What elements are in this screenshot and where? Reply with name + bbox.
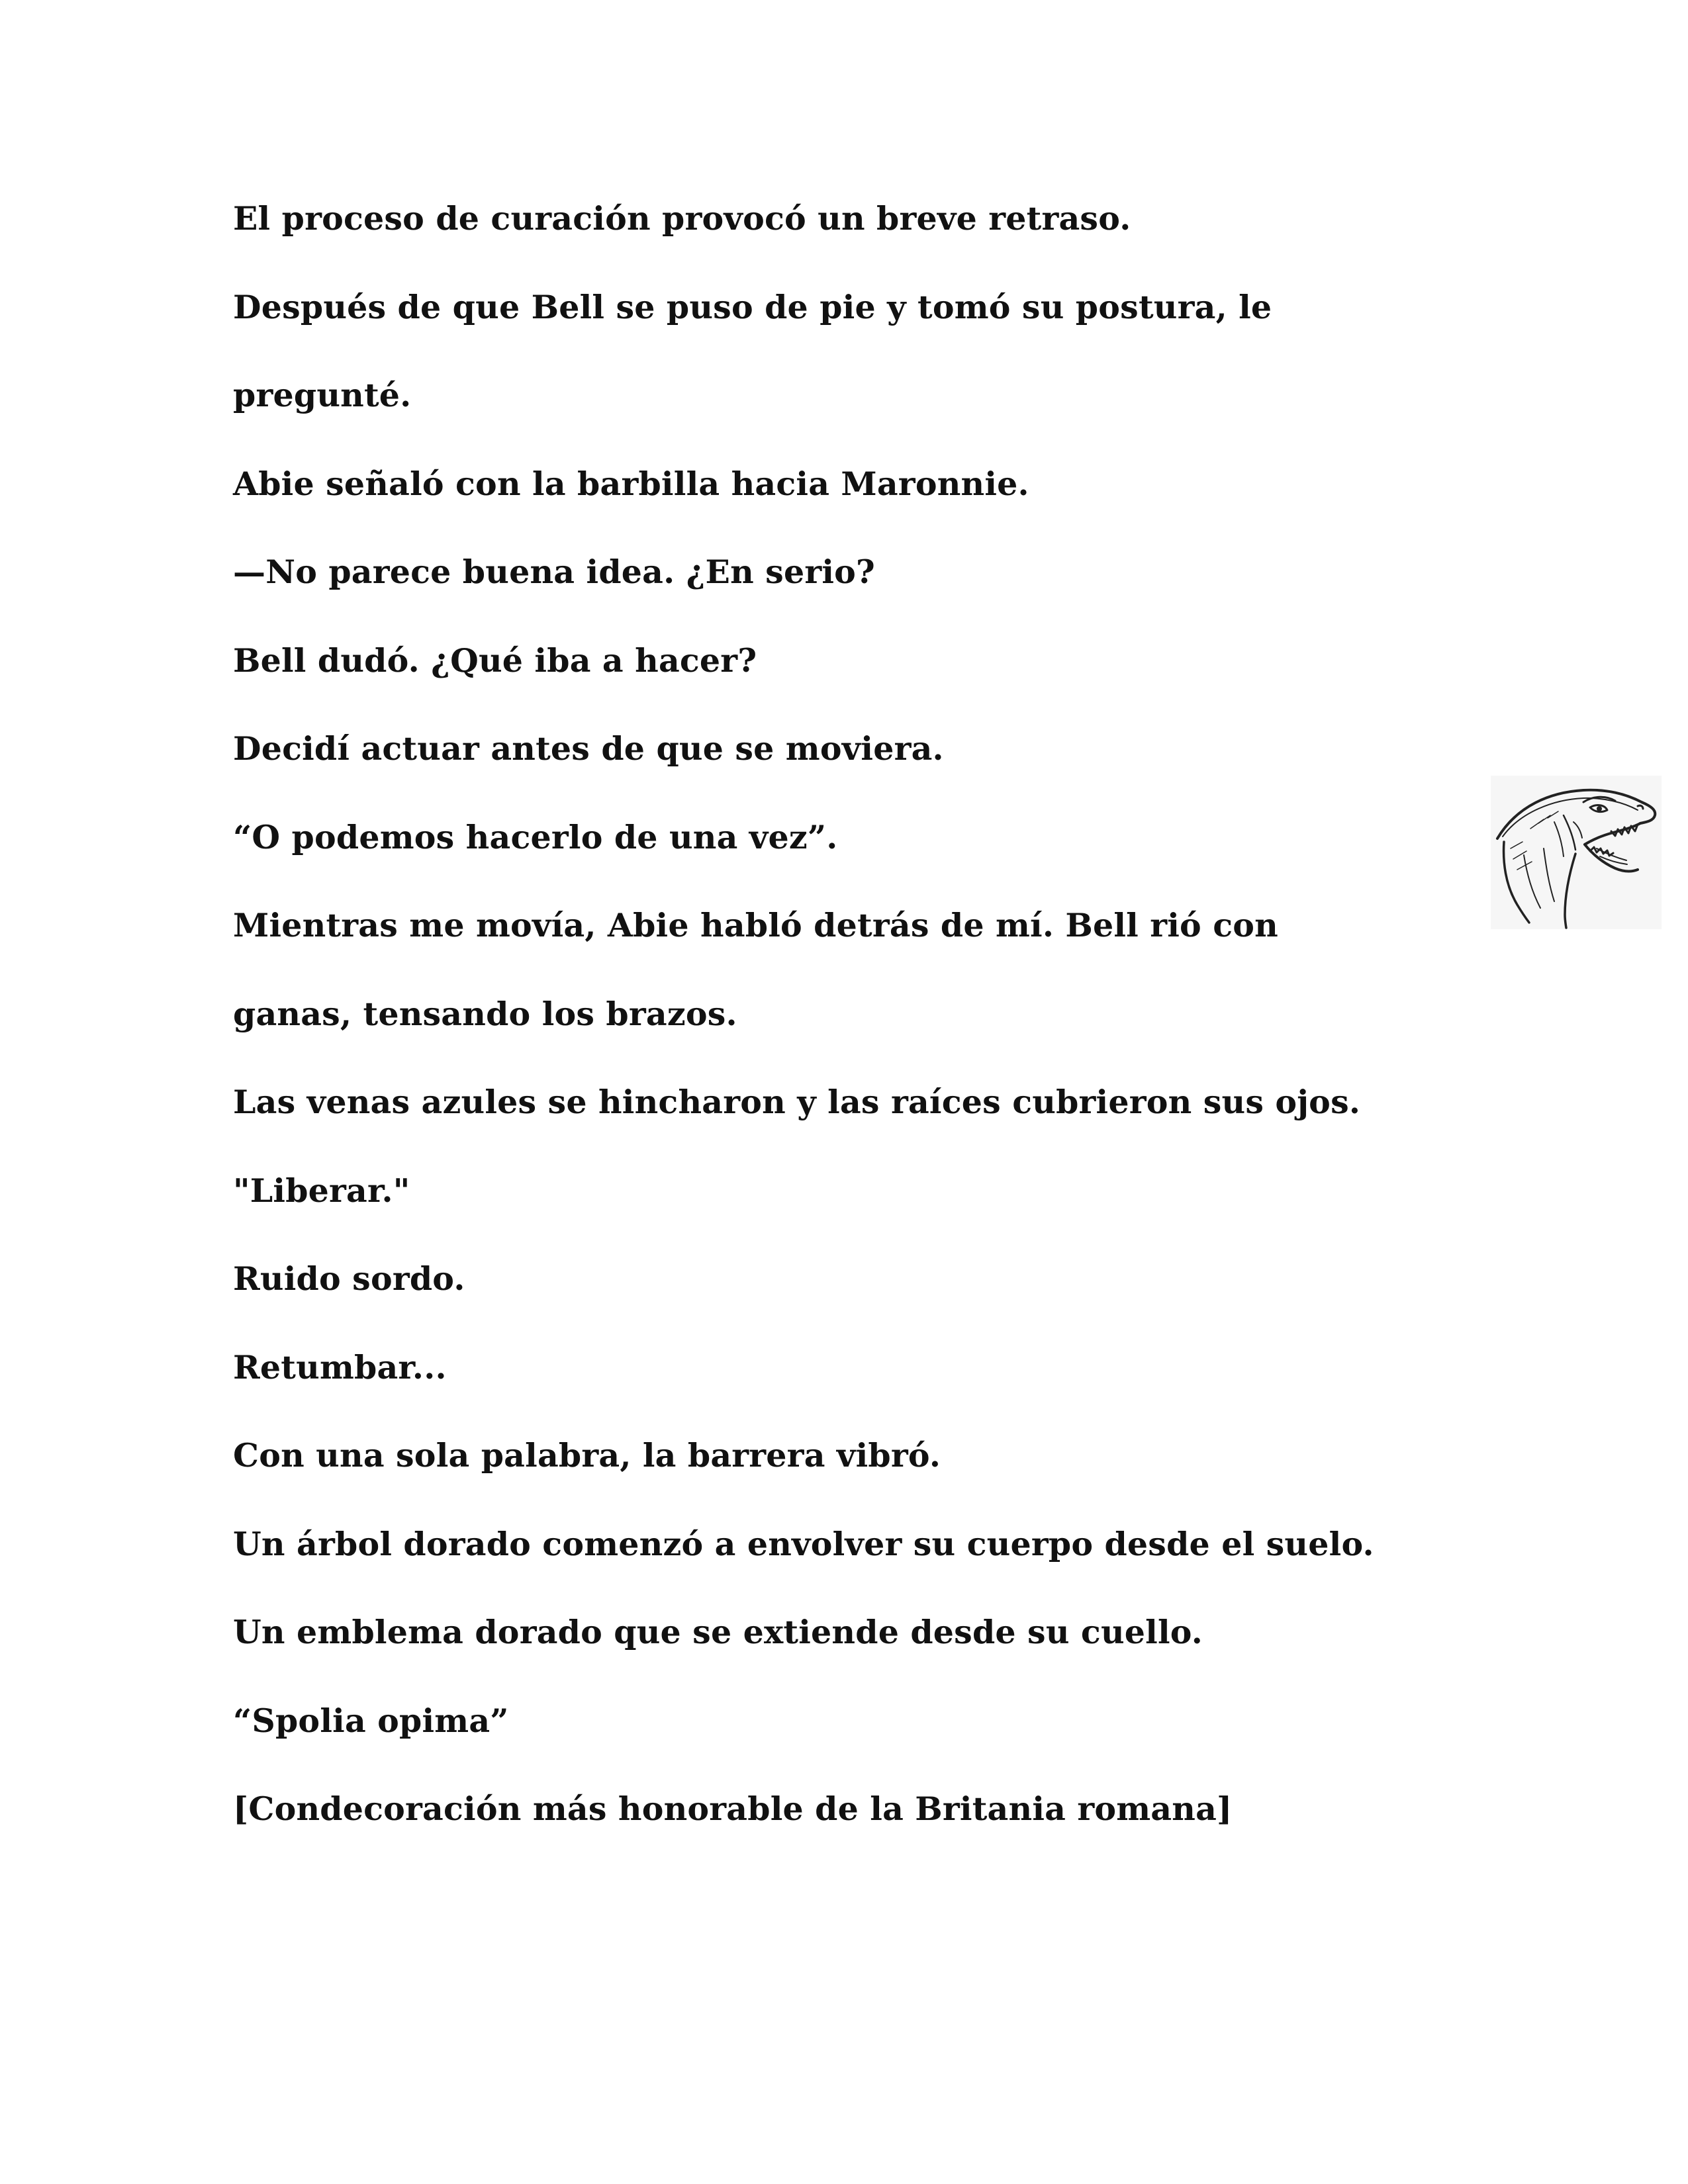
text-line: Retumbar... [233, 1347, 447, 1387]
text-line: —No parece buena idea. ¿En serio? [233, 553, 875, 591]
text-line: Ruido sordo. [233, 1259, 465, 1298]
text-line: Las venas azules se hincharon y las raíces cubrieron sus ojos. [233, 1083, 1361, 1121]
text-line: Mientras me movía, Abie habló detrás de mí. Bell rió con [233, 906, 1278, 944]
text-line: Con una sola palabra, la barrera vibró. [233, 1436, 941, 1475]
text-line: “O podemos hacerlo de una vez”. [233, 817, 838, 856]
text-line: Un emblema dorado que se extiende desde su cuello. [233, 1613, 1203, 1651]
text-body [233, 192, 1491, 1871]
text-line: Bell dudó. ¿Qué iba a hacer? [233, 641, 757, 680]
text-line: ganas, tensando los brazos. [233, 994, 737, 1033]
text-line: Un árbol dorado comenzó a envolver su cuerpo desde el suelo. [233, 1524, 1374, 1563]
text-line: “Spolia opima” [233, 1701, 509, 1740]
text-line: [Condecoración más honorable de la Britania romana] [233, 1790, 1233, 1828]
text-line: Después de que Bell se puso de pie y tomó su postura, le [233, 287, 1272, 326]
text-line: Abie señaló con la barbilla hacia Maronnie. [233, 464, 1029, 503]
text-line: El proceso de curación provocó un breve retraso. [233, 199, 1131, 238]
text-line: "Liberar." [233, 1171, 410, 1210]
text-line: Decidí actuar antes de que se moviera. [233, 729, 944, 768]
dinosaur-sketch-icon [1491, 776, 1662, 929]
text-line: pregunté. [233, 376, 412, 414]
